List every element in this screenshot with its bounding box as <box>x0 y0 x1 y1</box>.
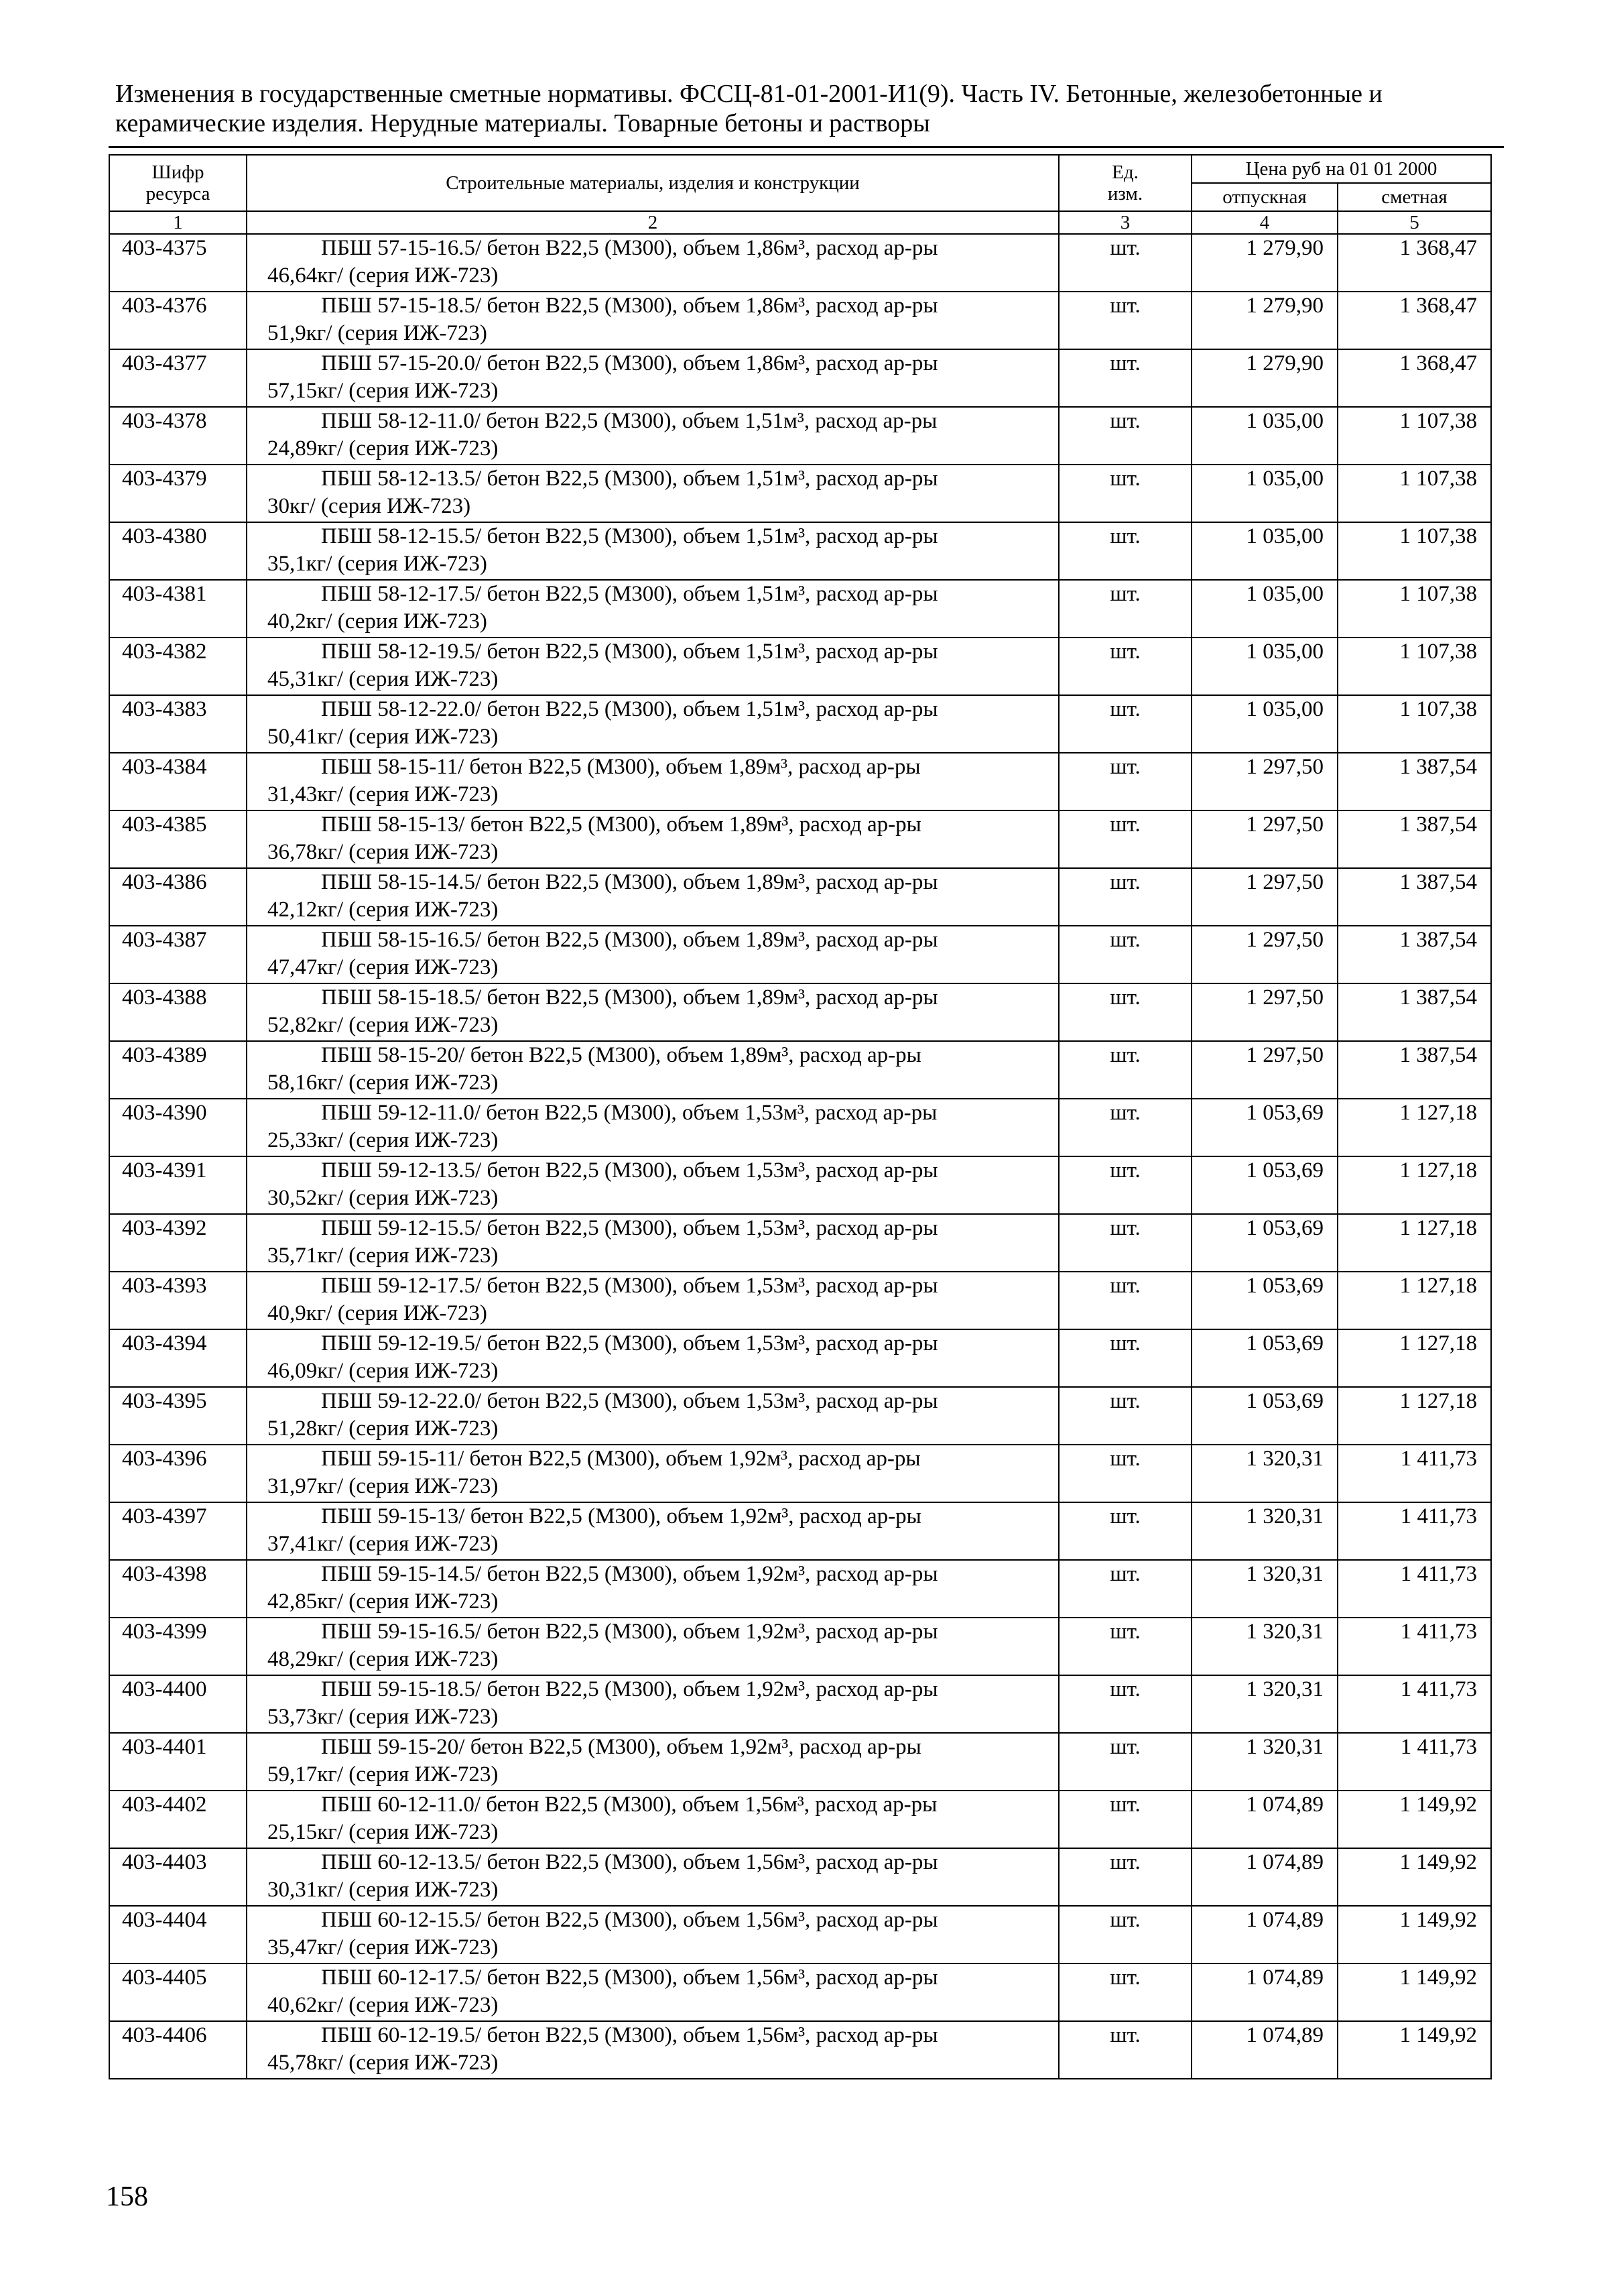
description-line-2: 53,73кг/ (серия ИЖ-723) <box>267 1705 499 1729</box>
description-line-2: 52,82кг/ (серия ИЖ-723) <box>267 1013 499 1037</box>
unit-of-measure: шт. <box>1059 868 1192 926</box>
material-description <box>247 1906 1059 1963</box>
resource-code: 403-4375 <box>109 234 247 292</box>
resource-code: 403-4392 <box>109 1214 247 1272</box>
description-line-2: 31,43кг/ (серия ИЖ-723) <box>267 782 499 806</box>
table-row <box>109 1041 1491 1099</box>
unit-of-measure: шт. <box>1059 1214 1192 1272</box>
material-description <box>247 1963 1059 2021</box>
description-line-2: 40,9кг/ (серия ИЖ-723) <box>267 1301 487 1325</box>
material-description <box>247 1156 1059 1214</box>
unit-of-measure: шт. <box>1059 638 1192 695</box>
unit-of-measure: шт. <box>1059 1963 1192 2021</box>
estimate-price: 1 149,92 <box>1338 1963 1491 2021</box>
table-row <box>109 810 1491 868</box>
description-line-2: 50,41кг/ (серия ИЖ-723) <box>267 725 499 749</box>
resource-code: 403-4395 <box>109 1387 247 1445</box>
description-line-1: ПБШ 58-15-14.5/ бетон В22,5 (М300), объем 1,89м³, расход ар-ры <box>321 870 938 894</box>
material-description <box>247 1618 1059 1675</box>
column-number: 4 <box>1192 211 1338 234</box>
material-description <box>247 1272 1059 1329</box>
description-line-1: ПБШ 59-12-22.0/ бетон В22,5 (М300), объем 1,53м³, расход ар-ры <box>321 1389 938 1413</box>
table-row <box>109 695 1491 753</box>
resource-code: 403-4385 <box>109 810 247 868</box>
release-price: 1 035,00 <box>1192 695 1338 753</box>
description-line-2: 30,31кг/ (серия ИЖ-723) <box>267 1878 499 1902</box>
estimate-price: 1 411,73 <box>1338 1445 1491 1502</box>
table-row <box>109 926 1491 983</box>
header-unit-line2: изм. <box>1107 183 1143 204</box>
release-price: 1 074,89 <box>1192 1963 1338 2021</box>
release-price: 1 074,89 <box>1192 1848 1338 1906</box>
material-description <box>247 810 1059 868</box>
material-description <box>247 1387 1059 1445</box>
resource-code: 403-4387 <box>109 926 247 983</box>
description-line-1: ПБШ 59-15-14.5/ бетон В22,5 (М300), объем 1,92м³, расход ар-ры <box>321 1562 938 1586</box>
description-line-2: 25,15кг/ (серия ИЖ-723) <box>267 1820 499 1844</box>
estimate-price: 1 149,92 <box>1338 1791 1491 1848</box>
table-row <box>109 868 1491 926</box>
material-description <box>247 1445 1059 1502</box>
header-unit-line1: Ед. <box>1112 162 1139 183</box>
table-row <box>109 1099 1491 1156</box>
header-line-1: Изменения в государственные сметные нормативы. ФССЦ-81-01-2001-И1(9). Часть IV. Бетонные, железобетонные и <box>115 80 1383 108</box>
description-line-2: 40,2кг/ (серия ИЖ-723) <box>267 609 487 633</box>
table-row <box>109 234 1491 292</box>
release-price: 1 279,90 <box>1192 349 1338 407</box>
material-description <box>247 868 1059 926</box>
release-price: 1 053,69 <box>1192 1387 1338 1445</box>
material-description <box>247 1733 1059 1791</box>
estimate-price: 1 368,47 <box>1338 349 1491 407</box>
header-code <box>109 155 247 211</box>
estimate-price: 1 368,47 <box>1338 292 1491 349</box>
resource-code: 403-4404 <box>109 1906 247 1963</box>
description-line-2: 46,64кг/ (серия ИЖ-723) <box>267 263 499 288</box>
resource-code: 403-4391 <box>109 1156 247 1214</box>
description-line-2: 47,47кг/ (серия ИЖ-723) <box>267 955 499 979</box>
description-line-1: ПБШ 58-15-20/ бетон В22,5 (М300), объем 1,89м³, расход ар-ры <box>321 1043 921 1067</box>
estimate-price: 1 411,73 <box>1338 1733 1491 1791</box>
resource-code: 403-4397 <box>109 1502 247 1560</box>
resource-code: 403-4380 <box>109 522 247 580</box>
estimate-price: 1 149,92 <box>1338 1848 1491 1906</box>
column-number: 3 <box>1059 211 1192 234</box>
release-price: 1 035,00 <box>1192 638 1338 695</box>
estimate-price: 1 107,38 <box>1338 522 1491 580</box>
unit-of-measure: шт. <box>1059 1502 1192 1560</box>
release-price: 1 053,69 <box>1192 1156 1338 1214</box>
resource-code: 403-4399 <box>109 1618 247 1675</box>
unit-of-measure: шт. <box>1059 1675 1192 1733</box>
unit-of-measure: шт. <box>1059 983 1192 1041</box>
estimate-price: 1 107,38 <box>1338 638 1491 695</box>
table-row <box>109 1445 1491 1502</box>
table-row <box>109 638 1491 695</box>
unit-of-measure: шт. <box>1059 1272 1192 1329</box>
description-line-2: 51,9кг/ (серия ИЖ-723) <box>267 321 487 345</box>
description-line-1: ПБШ 59-15-13/ бетон В22,5 (М300), объем 1,92м³, расход ар-ры <box>321 1504 921 1528</box>
resource-code: 403-4379 <box>109 465 247 522</box>
description-line-1: ПБШ 59-15-11/ бетон В22,5 (М300), объем 1,92м³, расход ар-ры <box>321 1447 921 1471</box>
table-row <box>109 1387 1491 1445</box>
resource-code: 403-4386 <box>109 868 247 926</box>
unit-of-measure: шт. <box>1059 1733 1192 1791</box>
description-line-1: ПБШ 58-12-11.0/ бетон В22,5 (М300), объем 1,51м³, расход ар-ры <box>321 409 938 433</box>
unit-of-measure: шт. <box>1059 1906 1192 1963</box>
description-line-1: ПБШ 59-12-11.0/ бетон В22,5 (М300), объем 1,53м³, расход ар-ры <box>321 1101 938 1125</box>
unit-of-measure: шт. <box>1059 349 1192 407</box>
unit-of-measure: шт. <box>1059 407 1192 465</box>
table-row <box>109 1560 1491 1618</box>
material-description <box>247 2021 1059 2079</box>
resource-code: 403-4393 <box>109 1272 247 1329</box>
table-row <box>109 2021 1491 2079</box>
page-number: 158 <box>106 2181 148 2212</box>
estimate-price: 1 127,18 <box>1338 1156 1491 1214</box>
resource-code: 403-4394 <box>109 1329 247 1387</box>
description-line-1: ПБШ 58-15-13/ бетон В22,5 (М300), объем 1,89м³, расход ар-ры <box>321 812 921 837</box>
description-line-1: ПБШ 60-12-17.5/ бетон В22,5 (М300), объем 1,56м³, расход ар-ры <box>321 1966 938 1990</box>
material-description <box>247 1099 1059 1156</box>
resource-code: 403-4402 <box>109 1791 247 1848</box>
description-line-1: ПБШ 58-12-19.5/ бетон В22,5 (М300), объем 1,51м³, расход ар-ры <box>321 640 938 664</box>
unit-of-measure: шт. <box>1059 1329 1192 1387</box>
estimate-price: 1 411,73 <box>1338 1618 1491 1675</box>
material-description <box>247 1041 1059 1099</box>
release-price: 1 053,69 <box>1192 1272 1338 1329</box>
material-description <box>247 522 1059 580</box>
unit-of-measure: шт. <box>1059 1791 1192 1848</box>
resource-code: 403-4389 <box>109 1041 247 1099</box>
description-line-1: ПБШ 57-15-16.5/ бетон В22,5 (М300), объем 1,86м³, расход ар-ры <box>321 236 938 260</box>
release-price: 1 320,31 <box>1192 1675 1338 1733</box>
material-description <box>247 753 1059 810</box>
release-price: 1 074,89 <box>1192 1791 1338 1848</box>
description-line-2: 42,85кг/ (серия ИЖ-723) <box>267 1589 499 1614</box>
description-line-2: 48,29кг/ (серия ИЖ-723) <box>267 1647 499 1671</box>
release-price: 1 035,00 <box>1192 522 1338 580</box>
estimate-price: 1 387,54 <box>1338 926 1491 983</box>
table-row <box>109 1733 1491 1791</box>
table-row <box>109 1502 1491 1560</box>
description-line-1: ПБШ 59-12-17.5/ бетон В22,5 (М300), объем 1,53м³, расход ар-ры <box>321 1274 938 1298</box>
table-row <box>109 580 1491 638</box>
description-line-2: 42,12кг/ (серия ИЖ-723) <box>267 898 499 922</box>
table-row <box>109 1848 1491 1906</box>
description-line-1: ПБШ 57-15-18.5/ бетон В22,5 (М300), объем 1,86м³, расход ар-ры <box>321 294 938 318</box>
resource-code: 403-4378 <box>109 407 247 465</box>
resource-code: 403-4377 <box>109 349 247 407</box>
material-description <box>247 407 1059 465</box>
description-line-1: ПБШ 58-15-18.5/ бетон В22,5 (М300), объем 1,89м³, расход ар-ры <box>321 985 938 1010</box>
unit-of-measure: шт. <box>1059 1618 1192 1675</box>
description-line-2: 35,1кг/ (серия ИЖ-723) <box>267 552 487 576</box>
description-line-1: ПБШ 57-15-20.0/ бетон В22,5 (М300), объем 1,86м³, расход ар-ры <box>321 351 938 375</box>
table-row <box>109 1272 1491 1329</box>
resource-code: 403-4396 <box>109 1445 247 1502</box>
unit-of-measure: шт. <box>1059 2021 1192 2079</box>
unit-of-measure: шт. <box>1059 810 1192 868</box>
material-description <box>247 1560 1059 1618</box>
estimate-price: 1 387,54 <box>1338 810 1491 868</box>
table-row <box>109 522 1491 580</box>
estimate-price: 1 107,38 <box>1338 465 1491 522</box>
description-line-1: ПБШ 60-12-11.0/ бетон В22,5 (М300), объем 1,56м³, расход ар-ры <box>321 1793 938 1817</box>
table-row <box>109 983 1491 1041</box>
release-price: 1 035,00 <box>1192 407 1338 465</box>
estimate-price: 1 387,54 <box>1338 1041 1491 1099</box>
description-line-1: ПБШ 58-15-11/ бетон В22,5 (М300), объем 1,89м³, расход ар-ры <box>321 755 921 779</box>
description-line-1: ПБШ 59-15-20/ бетон В22,5 (М300), объем 1,92м³, расход ар-ры <box>321 1735 921 1759</box>
material-description <box>247 234 1059 292</box>
description-line-2: 37,41кг/ (серия ИЖ-723) <box>267 1532 499 1556</box>
description-line-1: ПБШ 59-15-18.5/ бетон В22,5 (М300), объем 1,92м³, расход ар-ры <box>321 1677 938 1701</box>
resource-code: 403-4376 <box>109 292 247 349</box>
description-line-1: ПБШ 58-12-22.0/ бетон В22,5 (М300), объем 1,51м³, расход ар-ры <box>321 697 938 721</box>
description-line-1: ПБШ 59-12-13.5/ бетон В22,5 (М300), объем 1,53м³, расход ар-ры <box>321 1158 938 1183</box>
description-line-2: 45,78кг/ (серия ИЖ-723) <box>267 2051 499 2075</box>
table-row <box>109 1329 1491 1387</box>
description-line-2: 35,71кг/ (серия ИЖ-723) <box>267 1244 499 1268</box>
description-line-2: 58,16кг/ (серия ИЖ-723) <box>267 1071 499 1095</box>
header-estimate-price: сметная <box>1338 183 1491 211</box>
table-header <box>109 155 1491 234</box>
release-price: 1 053,69 <box>1192 1099 1338 1156</box>
estimate-price: 1 411,73 <box>1338 1502 1491 1560</box>
description-line-2: 31,97кг/ (серия ИЖ-723) <box>267 1474 499 1498</box>
document-header <box>115 79 1492 138</box>
material-description <box>247 695 1059 753</box>
column-number: 2 <box>247 211 1059 234</box>
release-price: 1 035,00 <box>1192 580 1338 638</box>
resource-code: 403-4405 <box>109 1963 247 2021</box>
estimate-price: 1 387,54 <box>1338 868 1491 926</box>
release-price: 1 297,50 <box>1192 1041 1338 1099</box>
column-number: 5 <box>1338 211 1491 234</box>
header-rule <box>109 146 1504 148</box>
unit-of-measure: шт. <box>1059 1848 1192 1906</box>
table-row <box>109 1963 1491 2021</box>
description-line-1: ПБШ 59-12-19.5/ бетон В22,5 (М300), объем 1,53м³, расход ар-ры <box>321 1331 938 1355</box>
table-row <box>109 1906 1491 1963</box>
estimate-price: 1 127,18 <box>1338 1099 1491 1156</box>
release-price: 1 279,90 <box>1192 292 1338 349</box>
release-price: 1 074,89 <box>1192 2021 1338 2079</box>
table-row <box>109 1675 1491 1733</box>
table-row <box>109 407 1491 465</box>
material-description <box>247 465 1059 522</box>
header-code-line1: Шифр <box>151 162 204 183</box>
material-description <box>247 983 1059 1041</box>
unit-of-measure: шт. <box>1059 1099 1192 1156</box>
material-description <box>247 1214 1059 1272</box>
header-release-price: отпускная <box>1192 183 1338 211</box>
unit-of-measure: шт. <box>1059 234 1192 292</box>
release-price: 1 297,50 <box>1192 810 1338 868</box>
description-line-1: ПБШ 58-12-17.5/ бетон В22,5 (М300), объем 1,51м³, расход ар-ры <box>321 582 938 606</box>
description-line-2: 46,09кг/ (серия ИЖ-723) <box>267 1359 499 1383</box>
estimate-price: 1 127,18 <box>1338 1329 1491 1387</box>
unit-of-measure: шт. <box>1059 1041 1192 1099</box>
release-price: 1 035,00 <box>1192 465 1338 522</box>
description-line-2: 57,15кг/ (серия ИЖ-723) <box>267 379 499 403</box>
unit-of-measure: шт. <box>1059 1445 1192 1502</box>
unit-of-measure: шт. <box>1059 1387 1192 1445</box>
table-row <box>109 465 1491 522</box>
table-row <box>109 1791 1491 1848</box>
description-line-2: 36,78кг/ (серия ИЖ-723) <box>267 840 499 864</box>
unit-of-measure: шт. <box>1059 753 1192 810</box>
table-row <box>109 1156 1491 1214</box>
description-line-2: 40,62кг/ (серия ИЖ-723) <box>267 1993 499 2017</box>
table-row <box>109 349 1491 407</box>
material-description <box>247 1675 1059 1733</box>
estimate-price: 1 107,38 <box>1338 407 1491 465</box>
description-line-2: 30кг/ (серия ИЖ-723) <box>267 494 471 518</box>
description-line-2: 30,52кг/ (серия ИЖ-723) <box>267 1186 499 1210</box>
resource-code: 403-4401 <box>109 1733 247 1791</box>
header-line-2: керамические изделия. Нерудные материалы. Товарные бетоны и растворы <box>115 109 930 137</box>
material-description <box>247 1791 1059 1848</box>
unit-of-measure: шт. <box>1059 926 1192 983</box>
estimate-price: 1 411,73 <box>1338 1675 1491 1733</box>
unit-of-measure: шт. <box>1059 695 1192 753</box>
description-line-1: ПБШ 59-12-15.5/ бетон В22,5 (М300), объем 1,53м³, расход ар-ры <box>321 1216 938 1240</box>
release-price: 1 279,90 <box>1192 234 1338 292</box>
estimate-price: 1 149,92 <box>1338 1906 1491 1963</box>
unit-of-measure: шт. <box>1059 1156 1192 1214</box>
description-line-2: 25,33кг/ (серия ИЖ-723) <box>267 1128 499 1152</box>
release-price: 1 297,50 <box>1192 868 1338 926</box>
header-code-line2: ресурса <box>145 183 210 204</box>
table-row <box>109 1214 1491 1272</box>
material-description <box>247 926 1059 983</box>
material-description <box>247 1848 1059 1906</box>
estimate-price: 1 107,38 <box>1338 580 1491 638</box>
unit-of-measure: шт. <box>1059 465 1192 522</box>
release-price: 1 297,50 <box>1192 926 1338 983</box>
release-price: 1 320,31 <box>1192 1445 1338 1502</box>
estimate-price: 1 368,47 <box>1338 234 1491 292</box>
table-row <box>109 292 1491 349</box>
table-row <box>109 753 1491 810</box>
header-price-group: Цена руб на 01 01 2000 <box>1192 155 1491 183</box>
estimate-price: 1 387,54 <box>1338 753 1491 810</box>
price-table <box>109 154 1492 2079</box>
resource-code: 403-4381 <box>109 580 247 638</box>
estimate-price: 1 127,18 <box>1338 1214 1491 1272</box>
material-description <box>247 1502 1059 1560</box>
release-price: 1 074,89 <box>1192 1906 1338 1963</box>
release-price: 1 297,50 <box>1192 753 1338 810</box>
resource-code: 403-4390 <box>109 1099 247 1156</box>
resource-code: 403-4400 <box>109 1675 247 1733</box>
description-line-2: 35,47кг/ (серия ИЖ-723) <box>267 1935 499 1959</box>
resource-code: 403-4403 <box>109 1848 247 1906</box>
release-price: 1 320,31 <box>1192 1733 1338 1791</box>
resource-code: 403-4382 <box>109 638 247 695</box>
material-description <box>247 638 1059 695</box>
description-line-2: 59,17кг/ (серия ИЖ-723) <box>267 1762 499 1787</box>
header-unit <box>1059 155 1192 211</box>
table-row <box>109 1618 1491 1675</box>
description-line-1: ПБШ 58-15-16.5/ бетон В22,5 (М300), объем 1,89м³, расход ар-ры <box>321 928 938 952</box>
description-line-2: 24,89кг/ (серия ИЖ-723) <box>267 436 499 461</box>
description-line-2: 51,28кг/ (серия ИЖ-723) <box>267 1416 499 1441</box>
unit-of-measure: шт. <box>1059 1560 1192 1618</box>
estimate-price: 1 127,18 <box>1338 1272 1491 1329</box>
release-price: 1 320,31 <box>1192 1560 1338 1618</box>
unit-of-measure: шт. <box>1059 580 1192 638</box>
unit-of-measure: шт. <box>1059 292 1192 349</box>
description-line-1: ПБШ 60-12-19.5/ бетон В22,5 (М300), объем 1,56м³, расход ар-ры <box>321 2023 938 2047</box>
release-price: 1 320,31 <box>1192 1618 1338 1675</box>
description-line-2: 45,31кг/ (серия ИЖ-723) <box>267 667 499 691</box>
estimate-price: 1 411,73 <box>1338 1560 1491 1618</box>
material-description <box>247 292 1059 349</box>
unit-of-measure: шт. <box>1059 522 1192 580</box>
resource-code: 403-4398 <box>109 1560 247 1618</box>
column-number: 1 <box>109 211 247 234</box>
release-price: 1 297,50 <box>1192 983 1338 1041</box>
description-line-1: ПБШ 58-12-13.5/ бетон В22,5 (М300), объем 1,51м³, расход ар-ры <box>321 467 938 491</box>
table-body <box>109 234 1491 2079</box>
column-number-row <box>109 211 1491 234</box>
description-line-1: ПБШ 58-12-15.5/ бетон В22,5 (М300), объем 1,51м³, расход ар-ры <box>321 524 938 548</box>
header-materials: Строительные материалы, изделия и конструкции <box>247 155 1059 211</box>
material-description <box>247 1329 1059 1387</box>
estimate-price: 1 149,92 <box>1338 2021 1491 2079</box>
material-description <box>247 580 1059 638</box>
material-description <box>247 349 1059 407</box>
release-price: 1 053,69 <box>1192 1214 1338 1272</box>
description-line-1: ПБШ 60-12-15.5/ бетон В22,5 (М300), объем 1,56м³, расход ар-ры <box>321 1908 938 1932</box>
release-price: 1 320,31 <box>1192 1502 1338 1560</box>
resource-code: 403-4383 <box>109 695 247 753</box>
resource-code: 403-4384 <box>109 753 247 810</box>
description-line-1: ПБШ 59-15-16.5/ бетон В22,5 (М300), объем 1,92м³, расход ар-ры <box>321 1620 938 1644</box>
resource-code: 403-4406 <box>109 2021 247 2079</box>
estimate-price: 1 127,18 <box>1338 1387 1491 1445</box>
description-line-1: ПБШ 60-12-13.5/ бетон В22,5 (М300), объем 1,56м³, расход ар-ры <box>321 1850 938 1874</box>
estimate-price: 1 387,54 <box>1338 983 1491 1041</box>
release-price: 1 053,69 <box>1192 1329 1338 1387</box>
estimate-price: 1 107,38 <box>1338 695 1491 753</box>
resource-code: 403-4388 <box>109 983 247 1041</box>
